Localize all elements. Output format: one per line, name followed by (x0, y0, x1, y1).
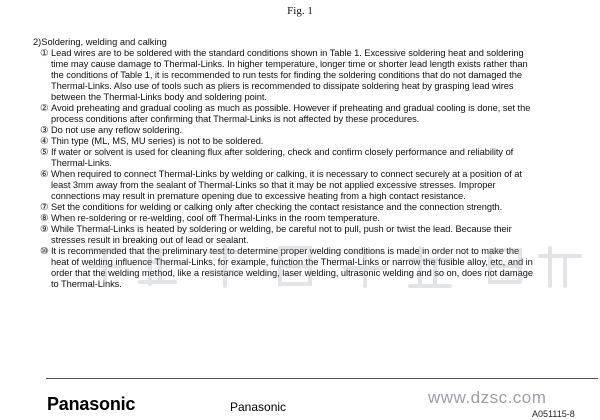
footer-divider (46, 378, 598, 379)
section-heading: 2)Soldering, welding and calking (33, 37, 167, 47)
item-text: While Thermal-Links is heated by soldering or welding, be careful not to pull, push or twist the lead. Because their stresses result in breaking out of lead or sealant. (51, 224, 512, 245)
panasonic-logo: Panasonic (47, 394, 136, 414)
list-item (40, 147, 588, 169)
site-watermark: www.dzsc.com (428, 388, 547, 407)
item-text: Lead wires are to be soldered with the standard conditions shown in Table 1. Excessive soldering heat and soldering time may cause damage to Thermal-Links. In higher temperature, longer time or shorter lead length exists rather than the conditions of Table 1, it is recommended to run tests for finding the soldering conditions that do not damaged the Thermal-Links. Also use of tools such as pliers is recommended to dissipate soldering heat by grasping lead wires between the Thermal-Links body and soldering point. (51, 48, 528, 102)
item-text: Do not use any reflow soldering. (51, 125, 183, 135)
list-item (40, 246, 588, 290)
list-item (40, 103, 588, 125)
item-text: If water or solvent is used for cleaning flux after soldering, check and confirm closely performance and reliability of Thermal-Links. (51, 147, 514, 168)
list-item (40, 224, 588, 246)
item-number: ③ (40, 125, 49, 135)
item-text: When required to connect Thermal-Links by welding or calking, it is necessary to connect securely at a position of at least 3mm away from the sealant of Thermal-Links so that it may be not applied excessive stresses. Improper connections may result in premature opening due to excessive heating from a high contact resistance. (51, 169, 522, 201)
list-item (40, 125, 588, 136)
list-item (40, 213, 588, 224)
document-number: A051115-8 (532, 409, 575, 419)
item-number: ④ (40, 136, 49, 146)
item-text: It is recommended that the preliminary test to determine proper welding conditions is made in order not to make the heat of welding influence Thermal-Links, for example, function the Thermal-Links or narrow the fusible alloy, etc, and in order that the welding method, like a resistance welding, laser welding, ultrasonic welding and so on, does not damage to Thermal-Links. (51, 246, 533, 289)
item-text: When re-soldering or re-welding, cool off Thermal-Links in the room temperature. (51, 213, 380, 223)
item-number: ⑦ (40, 202, 49, 212)
item-number: ① (40, 48, 49, 58)
item-number: ⑩ (40, 246, 49, 256)
item-number: ② (40, 103, 49, 113)
list-item (40, 136, 588, 147)
list-item (40, 202, 588, 213)
item-number: ⑨ (40, 224, 49, 234)
company-name: Panasonic (230, 400, 287, 414)
item-number: ⑧ (40, 213, 49, 223)
item-text: Thin type (ML, MS, MU series) is not to be soldered. (51, 136, 264, 146)
list-item (40, 48, 588, 103)
item-number: ⑤ (40, 147, 49, 157)
figure-label: Fig. 1 (287, 5, 313, 17)
item-number: ⑥ (40, 169, 49, 179)
list-item (40, 169, 588, 202)
item-text: Avoid preheating and gradual cooling as much as possible. However if preheating and gradual cooling is done, set the process conditions after confirming that Thermal-Links is not affected by these procedures. (51, 103, 531, 124)
item-text: Set the conditions for welding or calking only after checking the contact resistance and the connection strength. (51, 202, 503, 212)
instruction-list (40, 48, 588, 290)
